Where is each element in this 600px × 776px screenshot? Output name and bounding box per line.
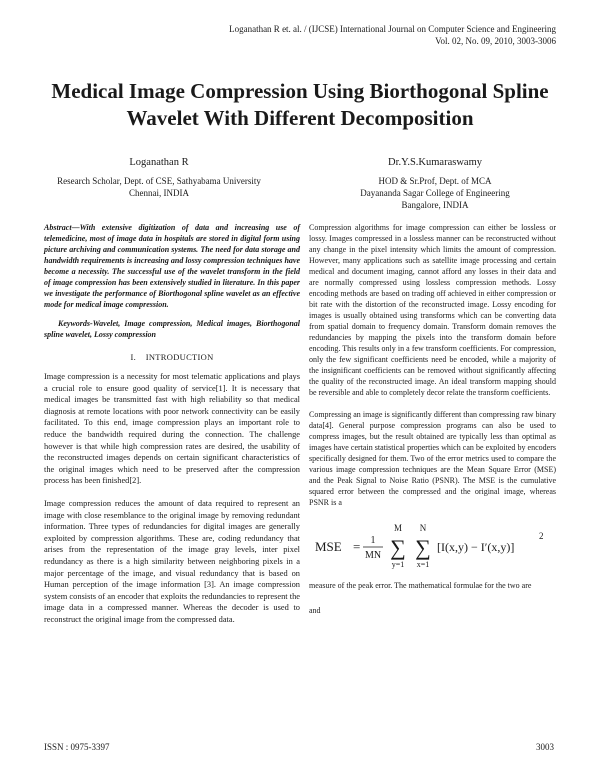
author-name: Dr.Y.S.Kumaraswamy <box>387 157 482 168</box>
body-text-and: and <box>309 606 321 615</box>
body-paragraph: measure of the peak error. The mathematical formulae for the two are <box>309 581 532 590</box>
author-location: Bangalore, INDIA <box>401 200 469 210</box>
author-block-2 <box>330 157 540 211</box>
formula-body: [I(x,y) − I′(x,y)] <box>437 540 515 554</box>
formula-sum2-lower: x=1 <box>416 560 430 569</box>
formula-equals: = <box>353 539 361 554</box>
running-header-journal: Loganathan R et. al. / (IJCSE) International Journal on Computer Science and Engineering <box>229 24 556 34</box>
body-paragraph: Image compression reduces the amount of data required to represent an image with close resemblance to the original image by removing redundant information. Three types of redundancies for digital images are generally exploited by compression algorithms. These are, coding redundancy that arises from the representation of the image gray levels, inter pixel redundancy as there is a high similarity between neighboring pixels in a major percentage of the image, and visual redundancy that is based on Human perception of the image information [3]. An image compression system consists of an encoder that exploits the redundancies to represent the image data in a compressed manner. Whereas the decoder is used to reconstruct the original image from the compressed data. <box>44 498 300 624</box>
formula-sum2-upper: N <box>419 523 427 533</box>
author-block-1 <box>34 157 284 199</box>
keywords: Keywords-Wavelet, Image compression, Medical images, Biorthogonal spline wavelet, Lossy compression <box>44 319 300 339</box>
formula-sum1-lower: y=1 <box>391 560 405 569</box>
left-column <box>44 222 300 625</box>
formula-denominator: MN <box>364 550 382 561</box>
svg-text:∑: ∑ <box>390 535 406 560</box>
running-header-volume: Vol. 02, No. 09, 2010, 3003-3006 <box>435 36 556 46</box>
section-heading <box>44 352 300 363</box>
footer-page-number: 3003 <box>536 742 554 752</box>
body-paragraph: Compression algorithms for image compression can either be lossless or lossy. Images compressed in a lossless manner can be reconstructed without any change in the pixel intensity which limits the amount of compression. However, many applications such as satellite image processing and certain medical and document imaging, cannot afford any losses in their data and are normally compressed using lossless compression methods. Lossy encoding methods are based on trading off achieved in either compression or bit rate with the distortion of the reconstructed image. Lossy encoding for images is usually obtained using transforms which can be converting data from spatial domain to frequency domain. Transform domain removes the redundancies by mapping the pixels into the transform domain before encoding. This results only in a few transform coefficients. For compression, only the few significant coefficients need be encoded, while a majority of the insignificant coefficients can be removed without significantly affecting the quality of the reconstructed image. An ideal transform mapping should be reversible and able to completely decor relate the transform coefficients. <box>309 223 556 397</box>
paper-title: Medical Image Compression Using Biorthogonal Spline Wavelet With Different Decomposition <box>51 79 549 130</box>
abstract <box>44 222 300 310</box>
mse-formula <box>313 522 556 570</box>
formula-lhs: MSE <box>315 539 342 554</box>
author-institution: Dayananda Sagar College of Engineering <box>360 188 510 198</box>
formula-numerator: 1 <box>370 535 376 546</box>
body-paragraph: Compressing an image is significantly different than compressing raw binary data[4]. General purpose compression programs can also be used to compress images, but the result obtained are typically less than optimal as images have certain statistical properties which can be exploited by encoders specifically designed for them. Two of the error metrics used to compare the various image compression techniques are the Mean Square Error (MSE) and the Peak Signal to Noise Ratio (PSNR). The MSE is the cumulative squared error between the compressed and the original image, whereas PSNR is a <box>309 410 556 507</box>
abstract-text: —With extensive digitization of data and increasing use of telemedicine, most of image data in hospitals are stored in digital form using picture archiving and communication systems. The need for data storage and handwidth requirements is increasing and lossy compression techniques have become a necessity. The successful use of the wavelet transform in the field of image compression has been extensively studied in literature. In this paper we investigate the performance of Biorthogonal spline wavelet as an effective mode for medical image compression. <box>44 223 300 309</box>
author-affiliation: HOD & Sr.Prof, Dept. of MCA <box>378 176 492 186</box>
author-location: Chennai, INDIA <box>129 188 189 198</box>
svg-text:∑: ∑ <box>415 535 431 560</box>
formula-exponent: 2 <box>539 531 544 541</box>
section-title: INTRODUCTION <box>145 352 214 362</box>
author-name: Loganathan R <box>129 157 189 168</box>
body-paragraph: Image compression is a necessity for most telematic applications and plays a crucial role to ensure good quality of service[1]. It is necessary that medical images be transmitted fast with high reliability so that medical diagnosis at remote locations with poor network connectivity can be easily facilitated. To this end, image compression plays an important role to reduce the bandwidth required during the connection. The challenge however is that while high compression rates are desired, the usability of the reconstructed images depends on certain significant characteristics of the original images which need to be preserved after the compression process has been finished[2]. <box>44 372 300 486</box>
formula-sum1-upper: M <box>393 523 403 533</box>
right-column <box>309 222 556 616</box>
section-number: I. <box>130 352 137 362</box>
footer-issn: ISSN : 0975-3397 <box>44 742 110 752</box>
mse-formula-graphic <box>313 522 553 570</box>
abstract-label: Abstract <box>44 223 72 232</box>
author-affiliation: Research Scholar, Dept. of CSE, Sathyabama University <box>57 176 261 186</box>
